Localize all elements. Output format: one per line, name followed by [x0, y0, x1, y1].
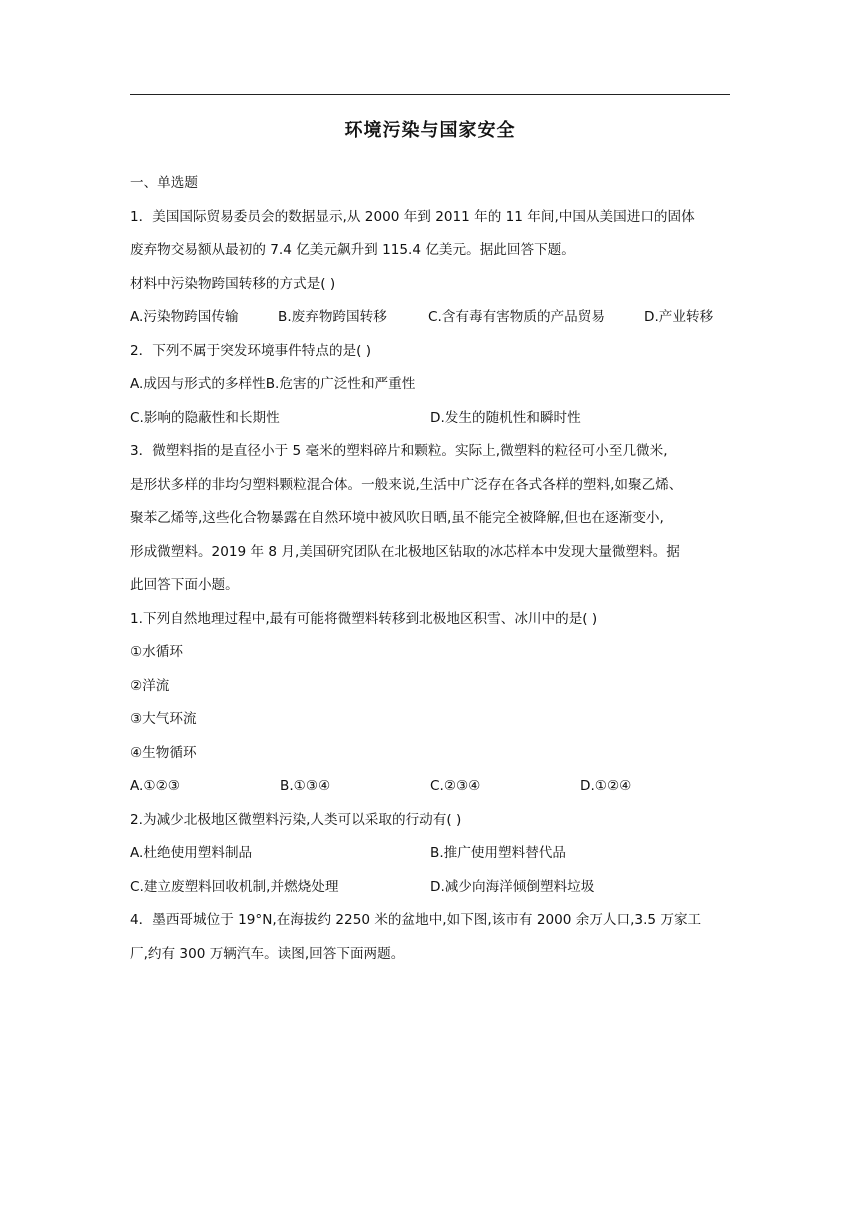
q2-option-d: D.发生的随机性和瞬时性 — [430, 409, 581, 426]
header-rule — [130, 94, 730, 95]
q3-sub1-item-2: ②洋流 — [130, 677, 170, 694]
q2-question: 2．下列不属于突发环境事件特点的是( ) — [130, 342, 372, 359]
section-heading: 一、单选题 — [130, 175, 198, 191]
q3-sub2-options-row2 — [130, 876, 730, 898]
q3-sub2-option-d: D.减少向海洋倾倒塑料垃圾 — [430, 878, 595, 895]
q3-sub1-item-4: ④生物循环 — [130, 744, 197, 761]
q3-sub2-option-b: B.推广使用塑料替代品 — [430, 845, 566, 861]
q3-sub1-option-c: C.②③④ — [430, 778, 481, 794]
q1-option-d: D.产业转移 — [644, 309, 714, 325]
q4-stem-line2: 厂,约有 300 万辆汽车。读图,回答下面两题。 — [130, 945, 405, 962]
question-3 — [130, 440, 730, 898]
q1-option-b: B.废弃物跨国转移 — [278, 309, 387, 325]
q3-stem-line1: 3．微塑料指的是直径小于 5 毫米的塑料碎片和颗粒。实际上,微塑料的粒径可小至几微米, — [130, 443, 668, 459]
q4-stem-line1: 4．墨西哥城位于 19°N,在海拔约 2250 米的盆地中,如下图,该市有 2000 余万人口,3.5 万家工 — [130, 912, 702, 928]
q1-question: 材料中污染物跨国转移的方式是( ) — [130, 275, 336, 292]
q3-sub1-question: 1.下列自然地理过程中,最有可能将微塑料转移到北极地区积雪、冰川中的是( ) — [130, 610, 598, 627]
q3-sub2-option-a: A.杜绝使用塑料制品 — [130, 845, 253, 861]
q3-sub1-option-a: A.①②③ — [130, 778, 180, 794]
q1-option-c: C.含有毒有害物质的产品贸易 — [428, 309, 605, 325]
q2-option-c: C.影响的隐蔽性和长期性 — [130, 409, 280, 426]
q3-sub1-option-d: D.①②④ — [580, 778, 632, 794]
q1-option-a: A.污染物跨国传输 — [130, 309, 239, 325]
q3-stem-line5: 此回答下面小题。 — [130, 577, 239, 593]
question-1 — [130, 206, 730, 329]
q2-options-row2 — [130, 407, 730, 429]
q1-stem-line1: 1．美国国际贸易委员会的数据显示,从 2000 年到 2011 年的 11 年间,中国从美国进口的固体 — [130, 208, 695, 225]
q3-sub1-item-1: ①水循环 — [130, 644, 183, 660]
q3-sub1-options — [130, 775, 730, 797]
q2-options-row1 — [130, 373, 730, 395]
q3-sub2-options-row1 — [130, 842, 730, 864]
document-body — [130, 172, 730, 976]
q2-option-b: B.危害的广泛性和严重性 — [265, 376, 416, 392]
question-4 — [130, 909, 730, 965]
q3-stem-line2: 是形状多样的非均匀塑料颗粒混合体。一般来说,生活中广泛存在各式各样的塑料,如聚乙烯、 — [130, 476, 683, 493]
q3-sub2-option-c: C.建立废塑料回收机制,并燃烧处理 — [130, 878, 339, 895]
q2-option-a: A.成因与形式的多样性 — [130, 376, 266, 392]
q3-stem-line4: 形成微塑料。2019 年 8 月,美国研究团队在北极地区钻取的冰芯样本中发现大量微塑料。据 — [130, 543, 680, 560]
q3-sub2-question: 2.为减少北极地区微塑料污染,人类可以采取的行动有( ) — [130, 811, 462, 828]
q1-options — [130, 306, 730, 328]
page-title: 环境污染与国家安全 — [344, 120, 516, 141]
q3-sub1-option-b: B.①③④ — [280, 778, 331, 794]
q3-sub1-item-3: ③大气环流 — [130, 711, 197, 727]
q1-stem-line2: 废弃物交易额从最初的 7.4 亿美元飙升到 115.4 亿美元。据此回答下题。 — [130, 242, 575, 258]
question-2 — [130, 340, 730, 429]
q3-stem-line3: 聚苯乙烯等,这些化合物暴露在自然环境中被风吹日晒,虽不能完全被降解,但也在逐渐变小, — [130, 510, 664, 526]
